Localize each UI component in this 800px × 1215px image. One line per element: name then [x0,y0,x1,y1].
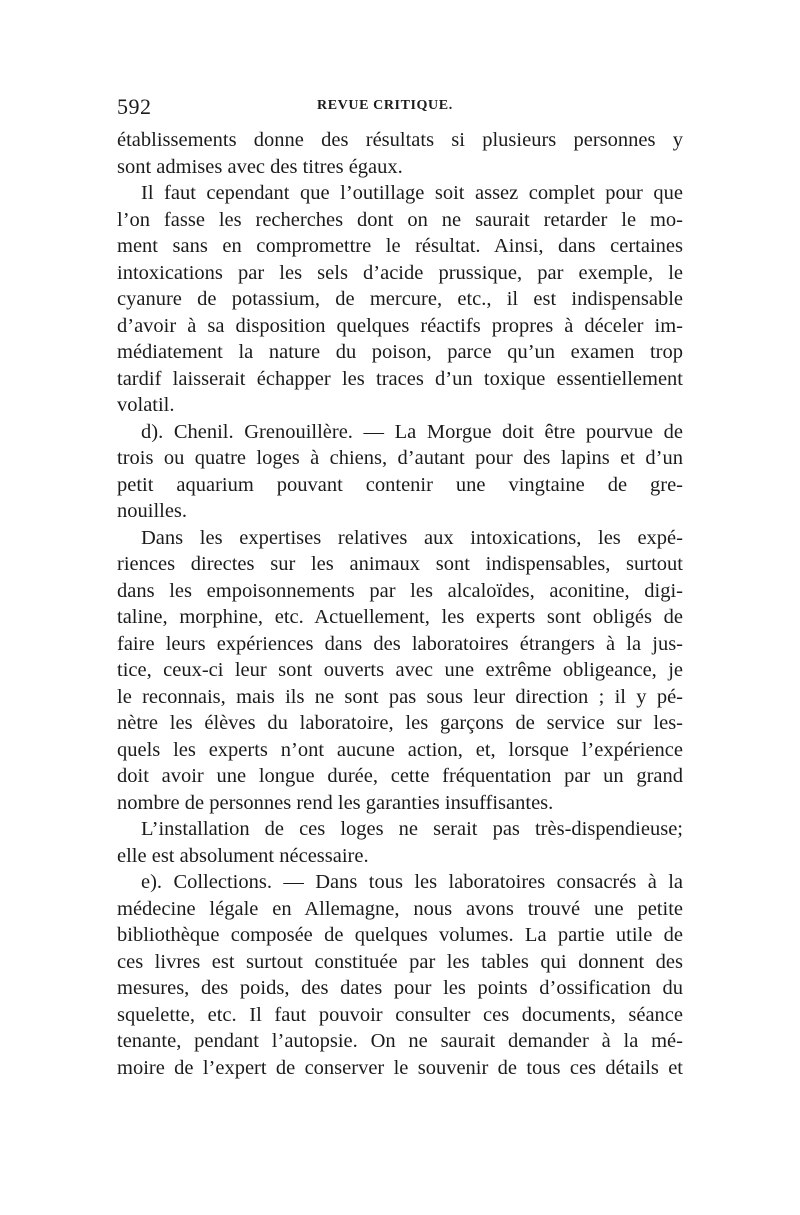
text-line: cyanure de potassium, de mercure, etc., il est indispensable [117,288,683,310]
text-line: nètre les élèves du laboratoire, les garçons de service sur les- [117,712,683,734]
text-line: sont admises avec des titres égaux. [117,155,403,178]
page-number: 592 [117,94,152,119]
text-line: Il faut cependant que l’outillage soit assez complet pour que [141,182,683,204]
text-line: nouilles. [117,500,188,522]
text-line: dans les empoisonnements par les alcaloïdes, aconitine, digi- [117,579,683,602]
text-line: établissements donne des résultats si plusieurs personnes y [117,129,683,151]
text-line: tice, ceux-ci leur sont ouverts avec une extrême obligeance, je [117,659,683,681]
running-head: REVUE CRITIQUE. [317,98,453,113]
text-line: tenante, pendant l’autopsie. On ne saurait demander à la mé- [117,1030,683,1052]
text-line: intoxications par les sels d’acide prussique, par exemple, le [117,261,683,284]
text-line: d). Chenil. Grenouillère. — La Morgue doit être pourvue de [141,420,683,443]
text-line: tardif laisserait échapper les traces d’un toxique essentiellement [117,367,683,390]
text-line: médiatement la nature du poison, parce qu’un examen trop [117,341,683,363]
text-line: elle est absolument nécessaire. [117,844,369,867]
text-line: e). Collections. — Dans tous les laboratoires consacrés à la [141,871,683,893]
text-line: ces livres est surtout constituée par les tables qui donnent des [117,950,683,973]
text-line: riences directes sur les animaux sont indispensables, surtout [117,553,683,575]
text-line: doit avoir une longue durée, cette fréquentation par un grand [117,765,683,787]
text-line: bibliothèque composée de quelques volumes. La partie utile de [117,924,683,946]
text-line: moire de l’expert de conserver le souvenir de tous ces détails et [117,1056,683,1079]
page-header [117,94,680,120]
text-line: L’installation de ces loges ne serait pas très-dispendieuse; [141,818,683,840]
text-line: le reconnais, mais ils ne sont pas sous leur direction ; il y pé- [117,685,683,708]
text-line: médecine légale en Allemagne, nous avons trouvé une petite [117,897,683,920]
text-line: nombre de personnes rend les garanties insuffisantes. [117,791,554,814]
text-line: Dans les expertises relatives aux intoxications, les expé- [141,526,683,549]
text-line: ment sans en compromettre le résultat. Ainsi, dans certaines [117,235,683,257]
text-line: squelette, etc. Il faut pouvoir consulter ces documents, séance [117,1003,683,1026]
text-line: quels les experts n’ont aucune action, et, lorsque l’expérience [117,738,683,761]
text-line: taline, morphine, etc. Actuellement, les experts sont obligés de [117,606,683,628]
text-line: l’on fasse les recherches dont on ne saurait retarder le mo- [117,208,683,231]
body-text [117,127,683,1081]
text-line: mesures, des poids, des dates pour les points d’ossification du [117,977,683,999]
text-line: volatil. [117,394,175,416]
text-line: petit aquarium pouvant contenir une vingtaine de gre- [117,473,683,496]
text-line: faire leurs expériences dans des laboratoires étrangers à la jus- [117,632,683,655]
text-line: trois ou quatre loges à chiens, d’autant pour des lapins et d’un [117,447,683,469]
text-line: d’avoir à sa disposition quelques réactifs propres à déceler im- [117,314,683,337]
